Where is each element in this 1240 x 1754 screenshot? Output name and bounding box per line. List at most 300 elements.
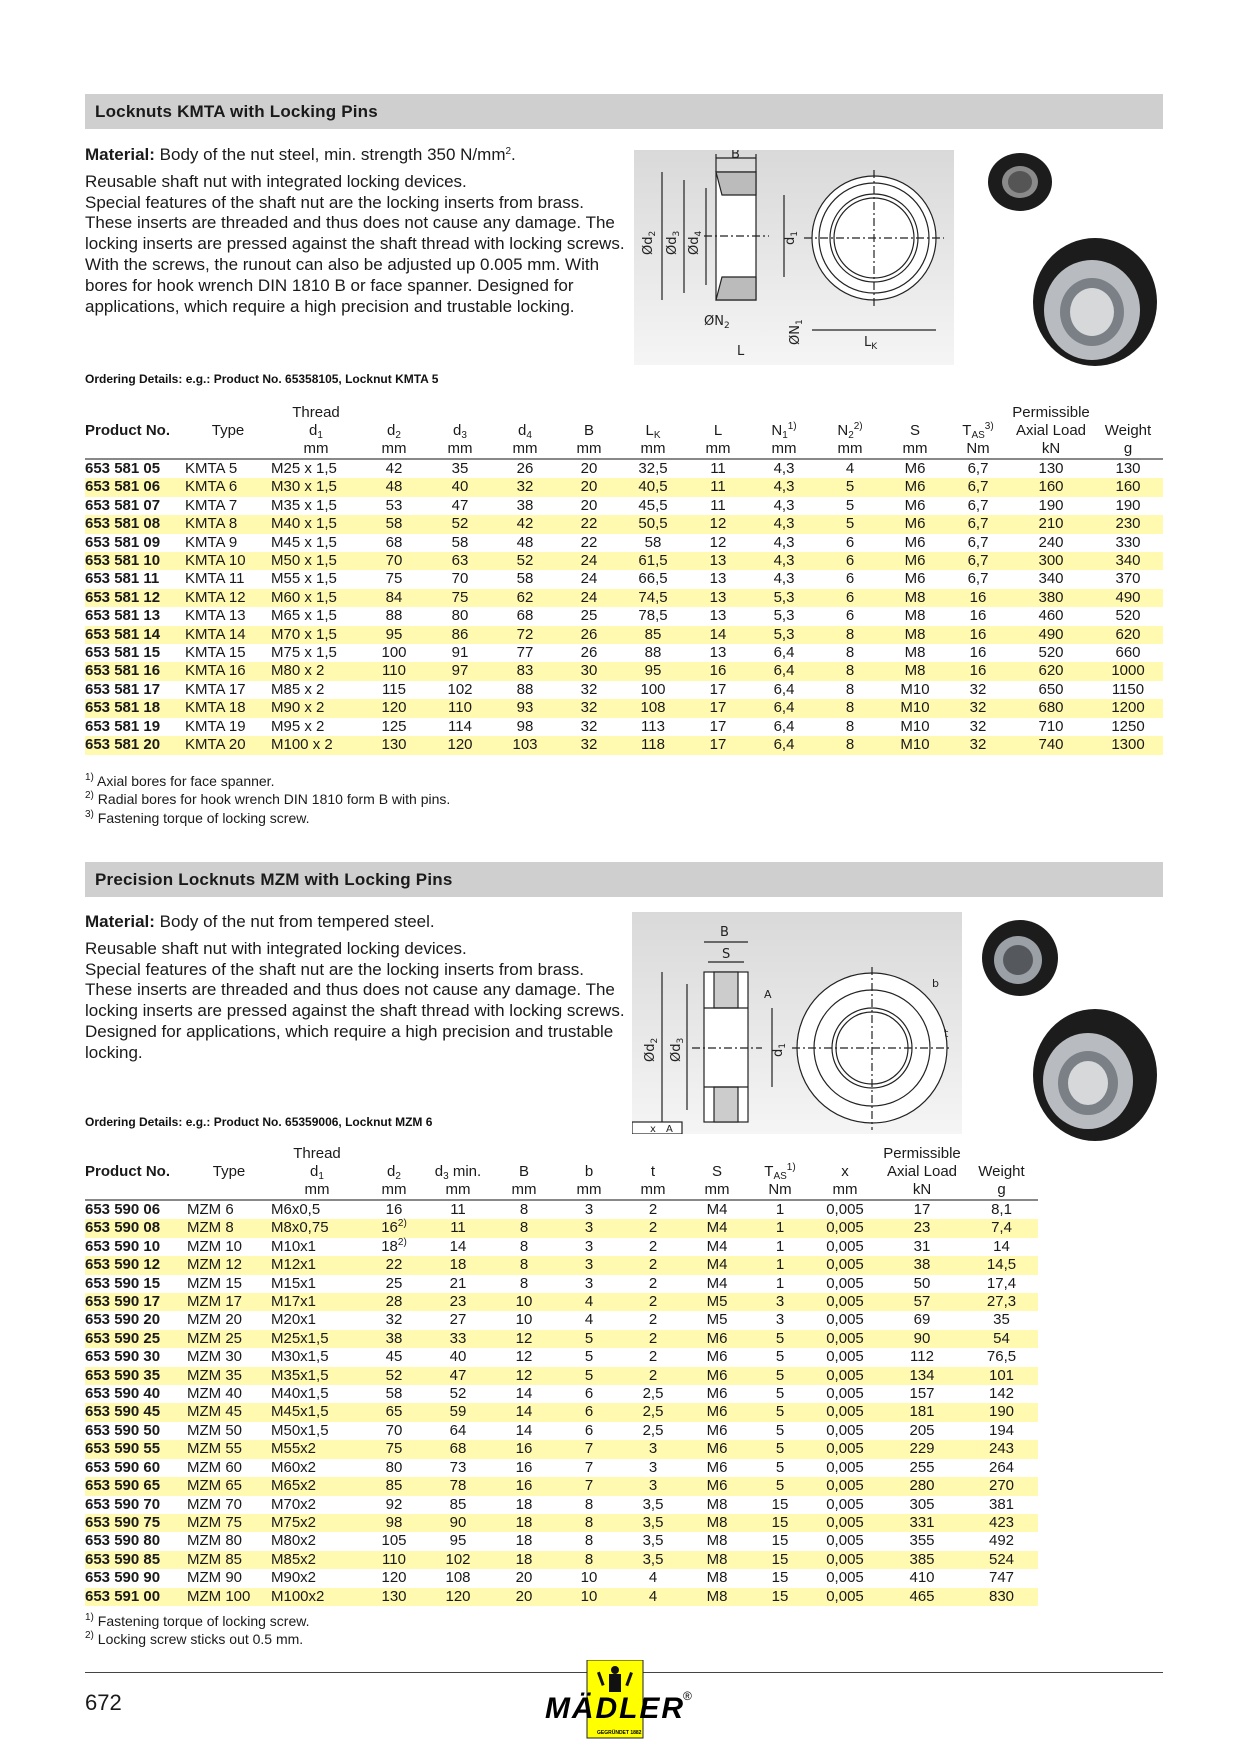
table-cell: 3,5 xyxy=(642,1495,664,1513)
table-cell: 8 xyxy=(817,699,883,717)
table-cell: 6,7 xyxy=(967,570,989,588)
kmta-photo-small xyxy=(985,150,1055,215)
table-cell: M25x1,5 xyxy=(271,1330,363,1348)
table-cell: MZM 55 xyxy=(187,1440,271,1458)
locknut-photo-icon xyxy=(985,150,1055,215)
table-cell: 4,3 xyxy=(773,570,795,588)
table-cell: M15x1 xyxy=(271,1274,317,1292)
table-cell: 370 xyxy=(1115,570,1141,588)
table-cell: 4,3 xyxy=(773,460,795,477)
table-cell xyxy=(363,1219,425,1237)
product-number-cell: 653 590 17 xyxy=(85,1293,187,1311)
table-cell: 35 xyxy=(993,1311,1010,1329)
table-cell: 17 xyxy=(913,1201,931,1218)
table-cell: 61,5 xyxy=(621,552,685,570)
table-cell: M30 x 1,5 xyxy=(271,478,361,496)
table-cell: 160 xyxy=(1093,478,1163,496)
table-cell: MZM 90 xyxy=(187,1569,243,1587)
table-row xyxy=(85,1385,1038,1403)
table-row xyxy=(85,644,1163,662)
section-header-kmta xyxy=(85,94,1163,129)
table-cell: M30x1,5 xyxy=(271,1348,329,1366)
col-axial-load: Permissible Axial Load kN xyxy=(879,1145,965,1200)
table-cell: 8 xyxy=(491,1256,557,1274)
table-cell: 6 xyxy=(845,533,855,551)
table-row xyxy=(85,570,1163,588)
table-cell: 24 xyxy=(557,589,621,607)
table-cell: 108 xyxy=(621,699,685,717)
table-cell: 5,3 xyxy=(773,607,795,625)
table-cell: 0,005 xyxy=(826,1237,864,1255)
table-cell xyxy=(363,1588,425,1606)
table-cell: 1200 xyxy=(1093,699,1163,717)
product-number-cell: 653 590 45 xyxy=(85,1403,187,1421)
product-number-cell: 653 581 11 xyxy=(85,570,160,588)
table-cell: 32 xyxy=(557,699,621,717)
table-cell: M17x1 xyxy=(271,1293,363,1311)
table-cell: 62 xyxy=(493,589,557,607)
table-cell xyxy=(363,1496,425,1514)
table-cell: MZM 30 xyxy=(187,1348,243,1366)
d2-value: 110 xyxy=(382,1550,406,1568)
table-cell: M6x0,5 xyxy=(271,1201,321,1218)
table-cell: 32 xyxy=(947,736,1009,754)
d2-value: 98 xyxy=(385,1513,403,1531)
table-cell: M20x1 xyxy=(271,1311,317,1329)
table-cell: 101 xyxy=(965,1367,1038,1385)
table-cell: 0,005 xyxy=(811,1588,879,1606)
table-cell: 6,7 xyxy=(967,460,989,477)
table-cell: 15 xyxy=(771,1495,789,1513)
table-cell: 100 xyxy=(640,680,666,698)
table-cell: 16 xyxy=(491,1477,557,1495)
d2-value: 25 xyxy=(385,1274,403,1292)
mzm-ordering-details: Ordering Details: e.g.: Product No. 65359006, Locknut MZM 6 xyxy=(85,1115,433,1129)
table-cell: M10x1 xyxy=(271,1237,317,1255)
d2-value: 28 xyxy=(385,1293,403,1311)
material-line xyxy=(85,145,625,166)
table-cell: M4 xyxy=(706,1237,728,1255)
table-cell: 16 xyxy=(685,662,751,680)
table-cell: 4 xyxy=(648,1569,658,1587)
svg-text:®: ® xyxy=(683,1689,692,1703)
d2-value: 32 xyxy=(385,1311,403,1329)
table-cell: 97 xyxy=(427,662,493,680)
table-cell: 12 xyxy=(685,515,751,533)
table-cell: M55x2 xyxy=(271,1440,363,1458)
footnote-marker: 2) xyxy=(397,1236,407,1248)
table-cell: 14 xyxy=(515,1385,533,1403)
table-cell: 80 xyxy=(451,607,469,625)
table-cell: 6 xyxy=(845,607,855,625)
product-number-cell: 653 590 08 xyxy=(85,1219,187,1237)
d2-value: 70 xyxy=(385,1421,403,1439)
table-cell: 26 xyxy=(580,644,598,662)
table-cell: 58 xyxy=(516,570,534,588)
description-paragraph: Special features of the shaft nut are the locking inserts from brass. These inserts are threaded and thus does not cause any damage. The locking inserts are pressed against the shaft thread with locking screws. Designed for applications, which require a high precision and trustable locking. xyxy=(85,959,625,1062)
table-cell: 17,4 xyxy=(986,1274,1017,1292)
table-cell: 0,005 xyxy=(811,1514,879,1532)
table-cell: 15 xyxy=(771,1569,789,1587)
table-cell: 54 xyxy=(965,1330,1038,1348)
table-cell: 48 xyxy=(361,478,427,496)
footnote xyxy=(85,790,450,808)
table-cell: MZM 100 xyxy=(187,1588,271,1606)
page-number: 672 xyxy=(85,1690,122,1715)
table-cell: MZM 85 xyxy=(187,1551,271,1569)
table-cell: M4 xyxy=(706,1201,728,1218)
table-row xyxy=(85,626,1163,644)
table-cell xyxy=(363,1514,425,1532)
table-cell: 620 xyxy=(1093,626,1163,644)
table-cell: 22 xyxy=(557,515,621,533)
table-cell: 20 xyxy=(491,1588,557,1606)
table-cell: 6,7 xyxy=(967,533,989,551)
table-cell: 3 xyxy=(648,1458,658,1476)
table-cell: 88 xyxy=(385,607,403,625)
table-cell: 78 xyxy=(425,1477,491,1495)
table-cell: 91 xyxy=(451,644,469,662)
table-cell: 75 xyxy=(385,570,403,588)
svg-text:A: A xyxy=(764,988,772,1001)
table-cell: 31 xyxy=(913,1237,931,1255)
table-cell: 205 xyxy=(909,1421,935,1439)
table-row xyxy=(85,736,1163,754)
mzm-description xyxy=(85,912,625,1064)
table-cell xyxy=(363,1238,425,1256)
table-cell: 190 xyxy=(1038,496,1064,514)
table-cell: 118 xyxy=(621,736,685,754)
table-cell: M6 xyxy=(883,515,947,533)
table-cell: 2 xyxy=(621,1293,685,1311)
table-cell: 7 xyxy=(557,1440,621,1458)
col-axial-load: Permissible Axial Load kN xyxy=(1009,404,1093,459)
table-cell: 6,4 xyxy=(751,736,817,754)
table-cell: 229 xyxy=(879,1440,965,1458)
col-type: Type xyxy=(185,404,271,459)
table-cell: 6 xyxy=(584,1385,594,1403)
table-cell: M4 xyxy=(685,1256,749,1274)
table-cell: 18 xyxy=(491,1514,557,1532)
table-cell: KMTA 13 xyxy=(185,607,246,625)
table-cell: 23 xyxy=(879,1219,965,1237)
table-cell: 3 xyxy=(584,1274,594,1292)
table-cell xyxy=(363,1330,425,1348)
table-cell: 410 xyxy=(909,1569,935,1587)
table-row xyxy=(85,589,1163,607)
table-cell: 88 xyxy=(644,644,662,662)
table-cell: M100x2 xyxy=(271,1588,363,1606)
table-cell: 3 xyxy=(621,1477,685,1495)
table-row xyxy=(85,1588,1038,1606)
table-cell: 15 xyxy=(749,1588,811,1606)
table-cell: 21 xyxy=(449,1274,467,1292)
locknut-photo-icon xyxy=(1030,1005,1160,1145)
col-N2: $N_2^{2)}$ mm xyxy=(817,404,883,459)
table-cell: 70 xyxy=(451,570,469,588)
table-cell: 5 xyxy=(749,1403,811,1421)
table-cell: 11 xyxy=(710,496,726,514)
table-cell: 190 xyxy=(1115,496,1141,514)
table-cell: 5 xyxy=(749,1440,811,1458)
table-cell: M6 xyxy=(685,1403,749,1421)
table-cell: 8 xyxy=(519,1274,529,1292)
table-cell: 4 xyxy=(621,1588,685,1606)
table-cell: M8 xyxy=(685,1551,749,1569)
product-number-cell: 653 590 40 xyxy=(85,1385,161,1403)
footnote-text: Fastening torque of locking screw. xyxy=(93,809,310,826)
table-cell: 32 xyxy=(947,699,1009,717)
product-number-cell: 653 590 75 xyxy=(85,1514,187,1532)
table-cell: 24 xyxy=(580,570,598,588)
table-cell: MZM 10 xyxy=(187,1237,243,1255)
table-cell: 340 xyxy=(1093,552,1163,570)
table-cell: 48 xyxy=(516,533,534,551)
table-cell: 300 xyxy=(1009,552,1093,570)
table-cell: 1 xyxy=(775,1237,785,1255)
table-cell xyxy=(363,1367,425,1385)
table-cell: 243 xyxy=(965,1440,1038,1458)
table-row xyxy=(85,1256,1038,1274)
kmta-description xyxy=(85,145,625,317)
table-row xyxy=(85,1477,1038,1495)
svg-text:GEGRÜNDET 1882: GEGRÜNDET 1882 xyxy=(597,1730,642,1736)
table-cell: 6 xyxy=(817,589,883,607)
table-cell: 6,7 xyxy=(947,552,1009,570)
table-row xyxy=(85,681,1163,699)
table-cell: M65 x 1,5 xyxy=(271,607,337,625)
table-row xyxy=(85,1200,1038,1219)
table-cell: M8 xyxy=(706,1532,728,1550)
svg-text:LK: $L_K$ xyxy=(864,335,878,352)
section-header-mzm xyxy=(85,862,1163,897)
table-cell: 57 xyxy=(879,1293,965,1311)
table-cell: 66,5 xyxy=(638,570,668,588)
table-cell: 2 xyxy=(648,1311,658,1329)
table-cell: MZM 35 xyxy=(187,1367,271,1385)
table-cell: M10 xyxy=(900,680,930,698)
table-cell: MZM 40 xyxy=(187,1385,243,1403)
col-B: B mm xyxy=(557,404,621,459)
table-cell: 64 xyxy=(449,1421,467,1439)
table-cell: M4 xyxy=(706,1274,728,1292)
table-cell: M8 xyxy=(883,626,947,644)
product-number-cell: 653 581 13 xyxy=(85,607,161,625)
table-cell: 380 xyxy=(1009,589,1093,607)
table-cell: 8 xyxy=(557,1551,621,1569)
section-title: Locknuts KMTA with Locking Pins xyxy=(95,101,378,121)
table-cell: 69 xyxy=(913,1311,931,1329)
table-cell: 2 xyxy=(621,1256,685,1274)
d2-value: 52 xyxy=(385,1366,403,1384)
table-cell: 33 xyxy=(425,1330,491,1348)
footnote xyxy=(85,809,450,827)
col-d3: $d_3$ mm xyxy=(427,404,493,459)
table-cell xyxy=(363,1200,425,1219)
table-header-row xyxy=(85,404,1163,459)
table-cell: 27 xyxy=(449,1311,467,1329)
table-row xyxy=(85,478,1163,496)
table-cell: 240 xyxy=(1038,533,1064,551)
table-cell: 5 xyxy=(775,1458,785,1476)
table-cell: 460 xyxy=(1038,607,1064,625)
table-cell: 0,005 xyxy=(826,1311,864,1329)
table-row xyxy=(85,718,1163,736)
col-thread-d1: Thread $d_1$ mm xyxy=(271,404,361,459)
col-B: B mm xyxy=(491,1145,557,1200)
table-cell: 830 xyxy=(965,1588,1038,1606)
table-cell: M95 x 2 xyxy=(271,717,325,735)
table-cell: 8 xyxy=(584,1495,594,1513)
table-cell: 14 xyxy=(685,626,751,644)
d2-value: 16 xyxy=(385,1201,403,1218)
col-b: b mm xyxy=(557,1145,621,1200)
table-cell xyxy=(363,1477,425,1495)
table-cell: 3,5 xyxy=(621,1514,685,1532)
table-cell xyxy=(363,1459,425,1477)
table-cell: M75x2 xyxy=(271,1514,363,1532)
table-cell: 52 xyxy=(493,552,557,570)
table-cell: 6,7 xyxy=(947,515,1009,533)
d2-value: 18 xyxy=(381,1237,398,1255)
table-cell: 6,4 xyxy=(773,644,795,662)
footnote-marker: 2) xyxy=(85,1630,94,1642)
table-row xyxy=(85,1514,1038,1532)
material-superscript: 2 xyxy=(505,146,512,157)
table-cell: M25 x 1,5 xyxy=(271,460,337,477)
table-cell: 8,1 xyxy=(991,1201,1012,1218)
svg-text:MÄDLER: MÄDLER xyxy=(545,1692,683,1725)
table-row xyxy=(85,1275,1038,1293)
table-cell: 32,5 xyxy=(638,460,668,477)
d2-value: 85 xyxy=(385,1477,403,1495)
table-cell: 78,5 xyxy=(638,607,668,625)
table-cell: 210 xyxy=(1009,515,1093,533)
table-cell: M6 xyxy=(904,570,926,588)
table-cell: 330 xyxy=(1115,533,1141,551)
table-cell: 38 xyxy=(879,1256,965,1274)
col-TAS: $T_{AS}^{3)}$ Nm xyxy=(947,404,1009,459)
svg-text:S: S xyxy=(722,947,731,962)
table-cell: 18 xyxy=(425,1256,491,1274)
col-d3-min: $d_3$ min. mm xyxy=(425,1145,491,1200)
table-cell: 18 xyxy=(515,1495,533,1513)
table-cell: 1000 xyxy=(1093,662,1163,680)
table-row xyxy=(85,459,1163,478)
d2-value: 16 xyxy=(381,1219,398,1237)
table-cell: 230 xyxy=(1093,515,1163,533)
table-cell: 4,3 xyxy=(773,496,795,514)
table-cell: 95 xyxy=(621,662,685,680)
table-cell: 14 xyxy=(491,1403,557,1421)
table-cell: 2 xyxy=(648,1348,658,1366)
table-cell: M70 x 1,5 xyxy=(271,626,361,644)
table-cell: 3 xyxy=(775,1311,785,1329)
table-cell: 90 xyxy=(425,1514,491,1532)
table-cell: 5 xyxy=(775,1348,785,1366)
table-cell: 22 xyxy=(580,533,598,551)
table-cell: 305 xyxy=(909,1495,935,1513)
table-cell: 25 xyxy=(580,607,598,625)
table-cell: 255 xyxy=(909,1458,935,1476)
table-cell: 5 xyxy=(584,1348,594,1366)
table-cell: 47 xyxy=(451,496,469,514)
table-cell: M10 xyxy=(883,699,947,717)
table-cell: M35 x 1,5 xyxy=(271,496,337,514)
table-cell: M6 xyxy=(685,1367,749,1385)
col-weight: Weight g xyxy=(965,1145,1038,1200)
table-cell: 2,5 xyxy=(642,1385,664,1403)
table-cell: 32 xyxy=(969,717,987,735)
col-weight: Weight g xyxy=(1093,404,1163,459)
table-cell: 130 xyxy=(1115,460,1141,477)
table-cell: 8 xyxy=(845,680,855,698)
footnote-text: Fastening torque of locking screw. xyxy=(93,1613,310,1629)
kmta-photo-large xyxy=(1030,230,1160,370)
d2-value: 75 xyxy=(385,1440,403,1458)
table-cell: 77 xyxy=(516,644,534,662)
svg-text:Ød3: $Ød_3$ xyxy=(669,1037,686,1062)
table-cell: 11 xyxy=(685,478,751,496)
product-number-cell: 653 581 09 xyxy=(85,533,161,551)
madler-logo xyxy=(545,1660,695,1740)
kmta-spec-table xyxy=(85,404,1163,755)
table-cell: 120 xyxy=(427,736,493,754)
table-cell: 113 xyxy=(641,717,665,735)
table-cell: 11 xyxy=(710,460,726,477)
table-cell: 68 xyxy=(425,1440,491,1458)
table-cell: 102 xyxy=(447,680,473,698)
table-cell: 13 xyxy=(709,570,727,588)
table-cell: 5 xyxy=(749,1477,811,1495)
table-cell xyxy=(363,1569,425,1587)
table-cell: 70 xyxy=(361,552,427,570)
table-cell xyxy=(363,1440,425,1458)
table-cell: M6 xyxy=(904,460,926,477)
table-cell: 0,005 xyxy=(811,1256,879,1274)
table-cell: 32 xyxy=(580,717,598,735)
product-number-cell: 653 590 85 xyxy=(85,1551,187,1569)
table-cell: 40,5 xyxy=(621,478,685,496)
table-cell: 17 xyxy=(709,717,727,735)
product-number-cell: 653 590 15 xyxy=(85,1274,161,1292)
table-cell: MZM 60 xyxy=(187,1458,243,1476)
product-number-cell: 653 590 30 xyxy=(85,1348,161,1366)
table-cell: 3 xyxy=(557,1256,621,1274)
table-cell: 0,005 xyxy=(811,1440,879,1458)
table-cell: 194 xyxy=(988,1421,1015,1439)
d2-value: 65 xyxy=(385,1403,403,1421)
section-title: Precision Locknuts MZM with Locking Pins xyxy=(95,869,453,889)
table-cell: 490 xyxy=(1093,589,1163,607)
product-number-cell: 653 590 90 xyxy=(85,1569,161,1587)
table-cell: KMTA 8 xyxy=(185,515,271,533)
table-cell: M8 xyxy=(706,1569,728,1587)
table-cell: M8 xyxy=(685,1514,749,1532)
table-cell: 100 xyxy=(381,644,407,662)
table-cell: 2,5 xyxy=(642,1421,664,1439)
table-cell: 0,005 xyxy=(826,1348,864,1366)
table-cell: 38 xyxy=(516,496,534,514)
material-end: . xyxy=(511,145,516,164)
table-cell: M50 x 1,5 xyxy=(271,552,361,570)
table-cell: 42 xyxy=(493,515,557,533)
material-label: Material: xyxy=(85,145,155,164)
table-cell: 32 xyxy=(493,478,557,496)
table-cell: MZM 12 xyxy=(187,1256,271,1274)
table-cell: 68 xyxy=(385,533,403,551)
table-cell: KMTA 12 xyxy=(185,589,271,607)
